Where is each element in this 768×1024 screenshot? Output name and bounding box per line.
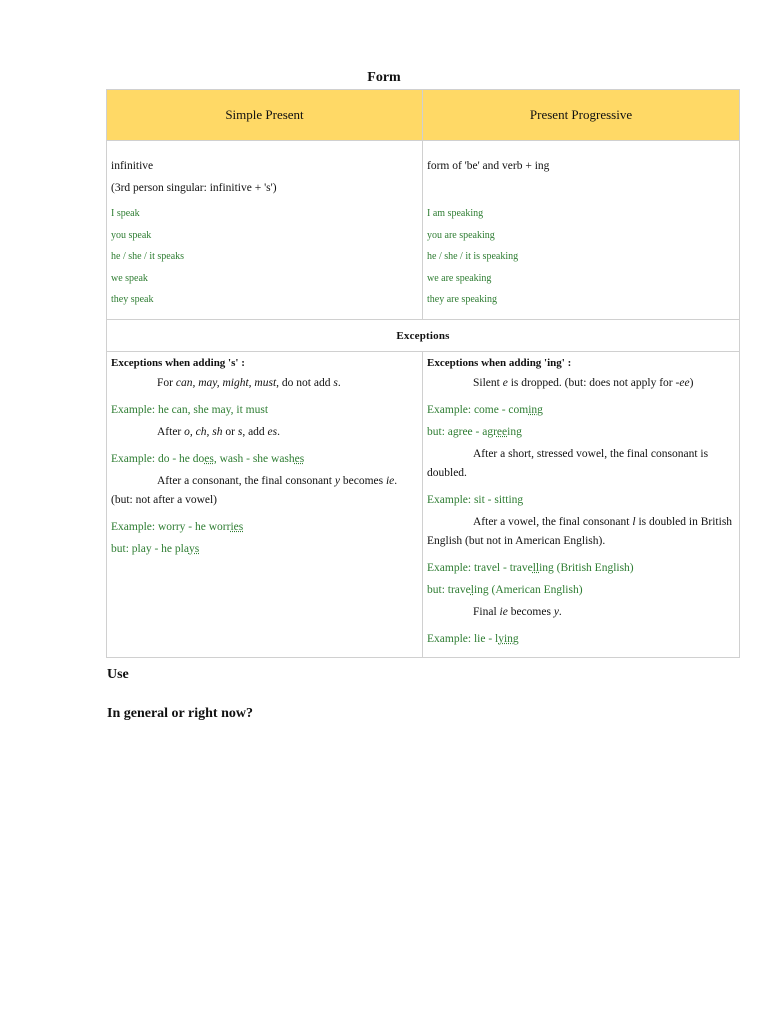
example-line: he / she / it speaks [111,251,185,262]
exception-rule: Silent e is dropped. (but: does not apply for -ee) [473,377,694,389]
present-progressive-rule [427,155,735,199]
simple-present-examples [111,203,418,311]
exception-example: Example: do - he does, wash - she washes [111,453,305,465]
example-line: I am speaking [427,208,484,219]
exception-rule: Final ie becomes y. [473,606,562,618]
example-line: I speak [111,208,140,219]
exception-rule: After a short, stressed vowel, the final consonant is doubled. [427,448,709,479]
example-line: they are speaking [427,294,497,305]
use-heading: Use [107,667,129,682]
exception-example: Example: travel - travelling (British English) [427,562,634,574]
exception-example: Example: lie - lying [427,633,519,645]
example-line: you are speaking [427,229,495,241]
simple-present-form-cell [107,141,423,320]
exceptions-ing-cell [423,352,740,658]
exception-example: Example: come - coming [427,404,543,416]
exception-example: Example: he can, she may, it must [111,404,269,416]
rule-line: form of 'be' and verb + ing [427,160,550,172]
simple-present-rule [111,155,418,199]
example-line: we speak [111,272,148,284]
exception-rule: After a vowel, the final consonant l is doubled in British English (but not in American English). [427,516,733,547]
header-present-progressive: Present Progressive [423,90,740,141]
exception-rule: After a consonant, the final consonant y becomes ie. (but: not after a vowel) [111,475,398,506]
exceptions-ing-heading: Exceptions when adding 'ing' : [427,357,572,369]
exception-example: Example: sit - sitting [427,494,524,506]
exceptions-s-cell [107,352,423,658]
rule-line: infinitive [111,160,154,172]
example-line: they speak [111,294,154,305]
exceptions-title-row [107,320,740,352]
exception-rule: For can, may, might, must, do not add s. [157,377,341,389]
exception-example: but: agree - agreeing [427,426,522,438]
header-row [107,90,740,141]
exceptions-row [107,352,740,658]
example-line: he / she / it is speaking [427,251,519,262]
exceptions-title: Exceptions [107,320,740,352]
exception-example: Example: worry - he worries [111,521,244,533]
present-progressive-form-cell [423,141,740,320]
example-line: you speak [111,229,152,241]
form-title: Form [367,70,401,85]
tense-table [106,89,740,658]
example-line: we are speaking [427,272,492,284]
exception-example: but: play - he plays [111,543,200,555]
question-heading: In general or right now? [107,706,253,721]
rule-line: (3rd person singular: infinitive + 's') [111,182,277,194]
form-row [107,141,740,320]
present-progressive-examples [427,203,735,311]
exception-example: but: traveling (American English) [427,584,583,596]
exceptions-s-heading: Exceptions when adding 's' : [111,357,245,369]
exception-rule: After o, ch, sh or s, add es. [157,426,281,438]
rule-line [427,177,735,199]
header-simple-present: Simple Present [107,90,423,141]
